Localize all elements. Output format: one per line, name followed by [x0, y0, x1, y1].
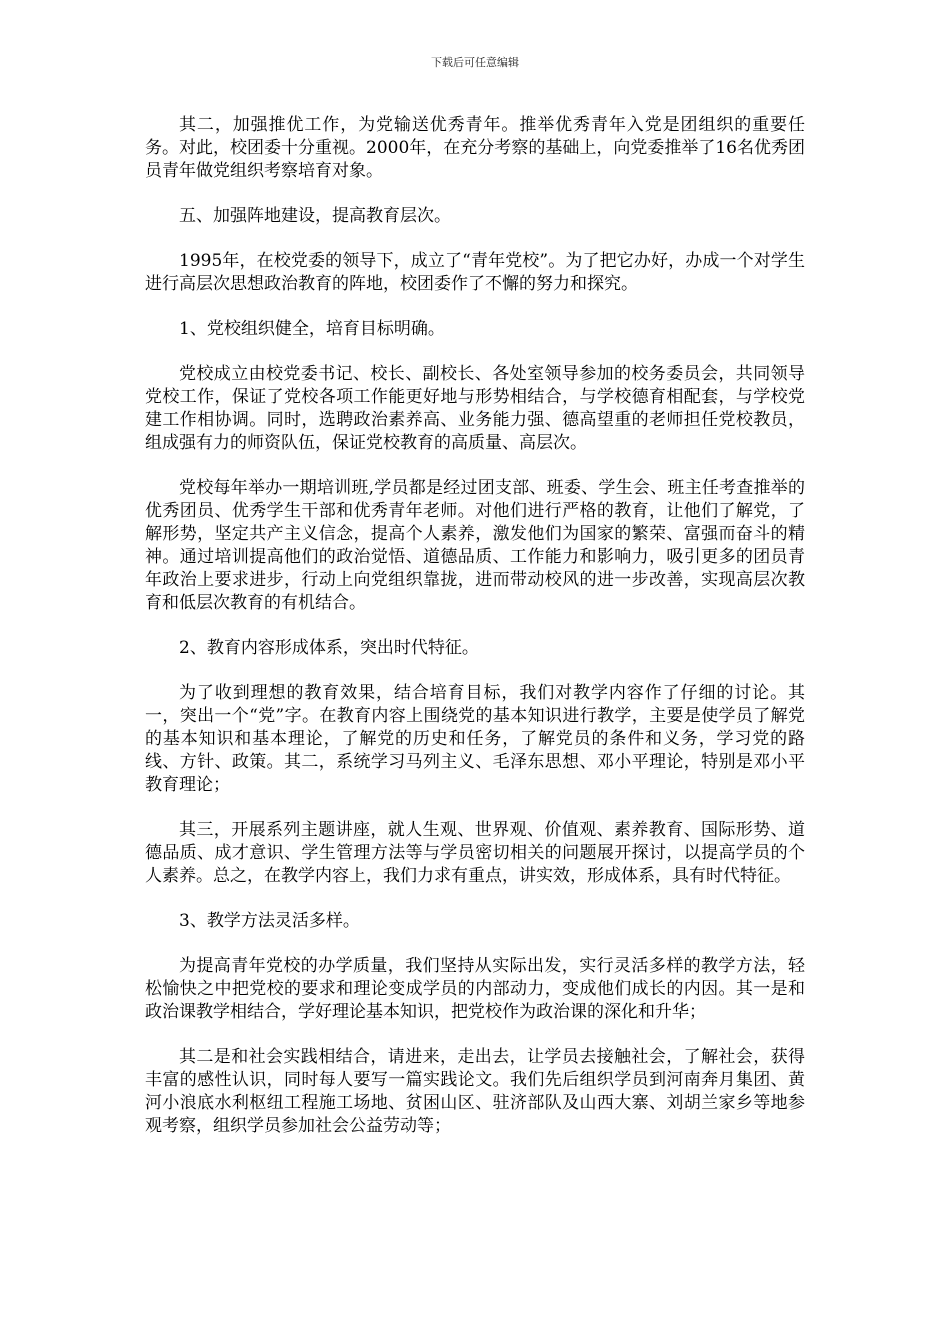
paragraph: 为了收到理想的教育效果，结合培育目标，我们对教学内容作了仔细的讨论。其一，突出一个“党”字。在教育内容上围绕党的基本知识进行教学，主要是使学员了解党的基本知识和基本理论，了解党的历史和任务，了解党员的条件和义务，学习党的路线、方针、政策。其二，系统学习马列主义、毛泽东思想、邓小平理论，特别是邓小平教育理论；: [145, 683, 805, 795]
document-body: [145, 114, 805, 1160]
page-header-note: 下载后可任意编辑: [431, 56, 519, 69]
subsection-heading: 1、党校组织健全，培育目标明确。: [179, 319, 445, 339]
paragraph: 为提高青年党校的办学质量，我们坚持从实际出发，实行灵活多样的教学方法，轻松愉快之中把党校的要求和理论变成学员的内部动力，变成他们成长的内因。其一是和政治课教学相结合，学好理论基本知识，把党校作为政治课的深化和升华；: [145, 956, 805, 1022]
paragraph: 1995年，在校党委的领导下，成立了“青年党校”。为了把它办好，办成一个对学生进行高层次思想政治教育的阵地，校团委作了不懈的努力和探究。: [145, 251, 805, 294]
subsection-heading: 2、教育内容形成体系，突出时代特征。: [179, 638, 479, 658]
paragraph: 党校每年举办一期培训班,学员都是经过团支部、班委、学生会、班主任考查推举的优秀团员、优秀学生干部和优秀青年老师。对他们进行严格的教育，让他们了解党，了解形势，坚定共产主义信念，提高个人素养，激发他们为国家的繁荣、富强而奋斗的精神。通过培训提高他们的政治觉悟、道德品质、工作能力和影响力，吸引更多的团员青年政治上要求进步，行动上向党组织靠拢，进而带动校风的进一步改善，实现高层次教育和低层次教育的有机结合。: [145, 478, 805, 613]
paragraph: 其三，开展系列主题讲座，就人生观、世界观、价值观、素养教育、国际形势、道德品质、成才意识、学生管理方法等与学员密切相关的问题展开探讨，以提高学员的个人素养。总之，在教学内容上，我们力求有重点，讲实效，形成体系，具有时代特征。: [145, 820, 805, 886]
subsection-heading: 3、教学方法灵活多样。: [179, 911, 360, 931]
paragraph: 党校成立由校党委书记、校长、副校长、各处室领导参加的校务委员会，共同领导党校工作，保证了党校各项工作能更好地与形势相结合，与学校德育相配套，与学校党建工作相协调。同时，选聘政治素养高、业务能力强、德高望重的老师担任党校教员，组成强有力的师资队伍，保证党校教育的高质量、高层次。: [145, 364, 805, 453]
section-heading: 五、加强阵地建设，提高教育层次。: [179, 206, 451, 226]
paragraph: 其二，加强推优工作，为党输送优秀青年。推举优秀青年入党是团组织的重要任务。对此，校团委十分重视。2000年，在充分考察的基础上，向党委推举了16名优秀团员青年做党组织考察培育对象。: [145, 115, 805, 181]
paragraph: 其二是和社会实践相结合，请进来，走出去，让学员去接触社会，了解社会，获得丰富的感性认识，同时每人要写一篇实践论文。我们先后组织学员到河南奔月集团、黄河小浪底水利枢纽工程施工场地、贫困山区、驻济部队及山西大寨、刘胡兰家乡等地参观考察，组织学员参加社会公益劳动等；: [145, 1047, 805, 1136]
